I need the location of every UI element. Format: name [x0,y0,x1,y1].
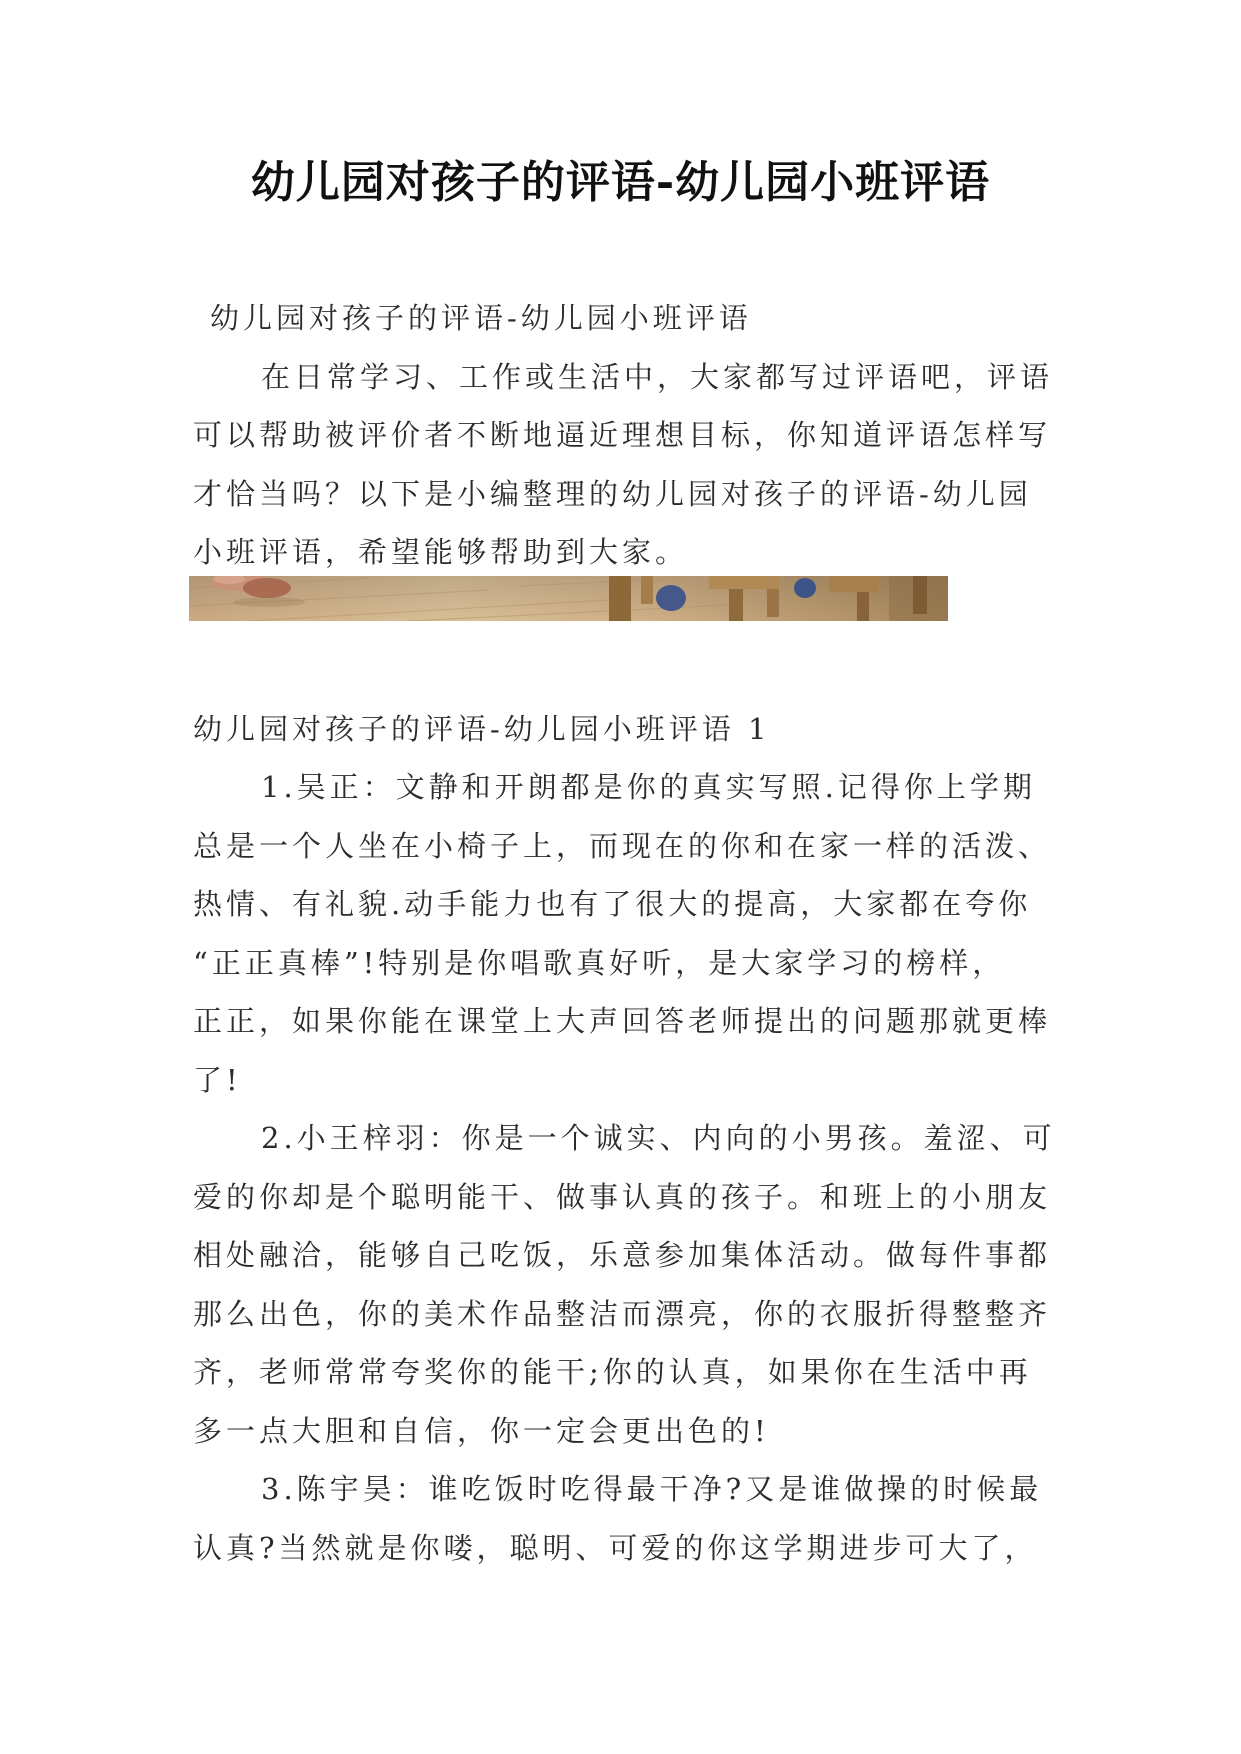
intro-line: 小班评语，希望能够帮助到大家。 [193,535,689,569]
entry-line: 齐，老师常常夸奖你的能干;你的认真，如果你在生活中再 [193,1355,1032,1389]
entry-line: 1.吴正：文静和开朗都是你的真实写照.记得你上学期 [261,770,1036,804]
entry-line: 正正，如果你能在课堂上大声回答老师提出的问题那就更棒 [193,1004,1052,1038]
entry-line: 总是一个人坐在小椅子上，而现在的你和在家一样的活泼、 [193,828,1052,863]
intro-line: 在日常学习、工作或生活中，大家都写过评语吧，评语 [261,359,1054,394]
intro-line: 可以帮助被评价者不断地逼近理想目标，你知道评语怎样写 [193,418,1052,452]
entry-line: 相处融洽，能够自己吃饭，乐意参加集体活动。做每件事都 [193,1238,1052,1272]
document-title: 幼儿园对孩子的评语-幼儿园小班评语 [250,157,991,208]
entry-paragraph [193,1460,1093,1577]
intro-paragraph [193,348,1093,582]
entry-paragraph [193,1109,1093,1460]
entry-paragraph [193,758,1093,1109]
entry-line: 2.小王梓羽：你是一个诚实、内向的小男孩。羞涩、可 [261,1121,1056,1155]
article-photo [189,576,948,621]
document-body [193,289,1093,1577]
intro-line: 才恰当吗？以下是小编整理的幼儿园对孩子的评语-幼儿园 [193,476,1032,511]
entry-line: 3.陈宇昊：谁吃饭时吃得最干净?又是谁做操的时候最 [261,1472,1043,1506]
entry-line: 认真?当然就是你喽，聪明、可爱的你这学期进步可大了， [193,1530,1038,1565]
section-heading: 幼儿园对孩子的评语-幼儿园小班评语 1 [193,711,771,746]
entry-line: 爱的你却是个聪明能干、做事认真的孩子。和班上的小朋友 [193,1179,1052,1214]
entry-line: 那么出色，你的美术作品整洁而漂亮，你的衣服折得整整齐 [193,1296,1052,1331]
entry-line: 了! [193,1062,242,1097]
entry-line: “正正真棒”!特别是你唱歌真好听，是大家学习的榜样， [193,945,1006,980]
document-subheading: 幼儿园对孩子的评语-幼儿园小班评语 [210,301,752,335]
entry-line: 多一点大胆和自信，你一定会更出色的! [193,1413,770,1448]
entry-line: 热情、有礼貌.动手能力也有了很大的提高，大家都在夸你 [193,887,1032,921]
